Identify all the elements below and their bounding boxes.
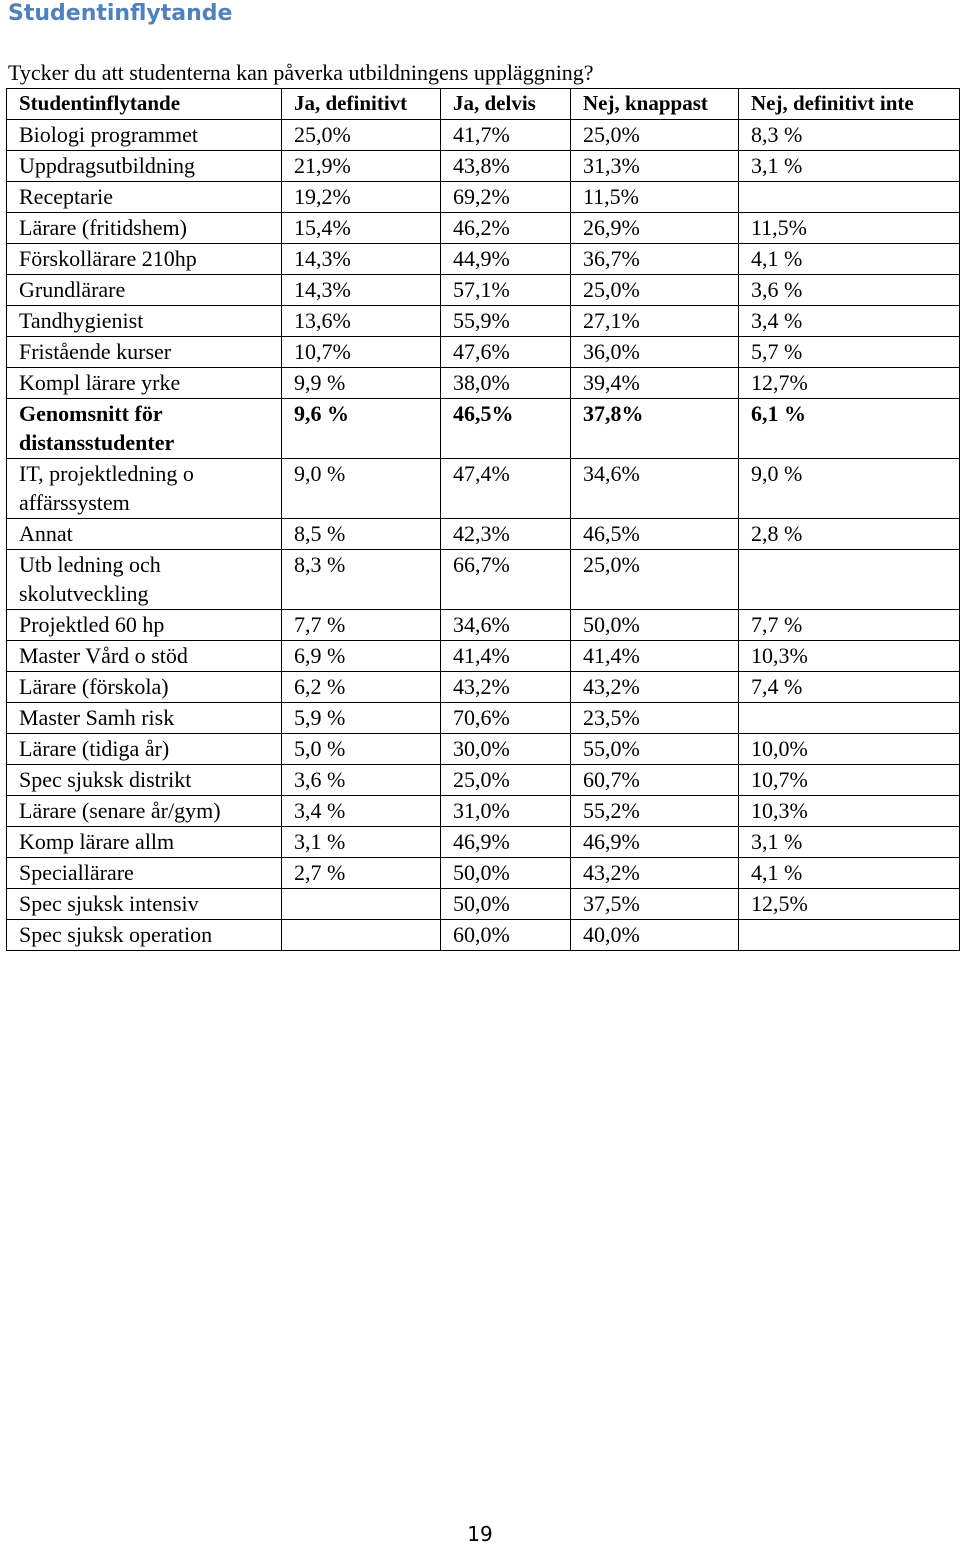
no-hardly-cell: 55,2% [571,796,739,827]
table-row [7,734,960,765]
yes-partly-cell: 55,9% [441,306,571,337]
no-definitely-not-cell [739,703,960,734]
yes-partly-cell: 46,9% [441,827,571,858]
no-hardly-cell: 60,7% [571,765,739,796]
no-definitely-not-cell [739,182,960,213]
table-body [7,120,960,951]
table-row [7,765,960,796]
program-name-cell: Lärare (fritidshem) [7,213,282,244]
no-definitely-not-cell: 3,6 % [739,275,960,306]
yes-definitely-cell: 10,7% [282,337,441,368]
program-name-cell: Lärare (förskola) [7,672,282,703]
table-row [7,182,960,213]
no-definitely-not-cell: 10,3% [739,796,960,827]
table-row [7,151,960,182]
yes-definitely-cell: 9,6 % [282,399,441,459]
no-definitely-not-cell: 4,1 % [739,244,960,275]
yes-partly-cell: 38,0% [441,368,571,399]
section-heading: Studentinflytande [8,1,233,26]
program-name-cell: Uppdragsutbildning [7,151,282,182]
yes-definitely-cell: 21,9% [282,151,441,182]
table-row [7,120,960,151]
no-hardly-cell: 46,5% [571,519,739,550]
program-name-cell: Tandhygienist [7,306,282,337]
no-hardly-cell: 25,0% [571,550,739,610]
no-definitely-not-cell: 12,7% [739,368,960,399]
program-name-cell: Spec sjuksk distrikt [7,765,282,796]
program-name-cell: Kompl lärare yrke [7,368,282,399]
table-row [7,244,960,275]
yes-partly-cell: 43,2% [441,672,571,703]
no-definitely-not-cell: 5,7 % [739,337,960,368]
no-hardly-cell: 25,0% [571,120,739,151]
table-row [7,337,960,368]
program-name-cell: Fristående kurser [7,337,282,368]
table-row [7,858,960,889]
table-row [7,550,960,610]
program-name-cell: Speciallärare [7,858,282,889]
program-name-cell: Förskollärare 210hp [7,244,282,275]
yes-definitely-cell: 2,7 % [282,858,441,889]
table-row [7,889,960,920]
yes-partly-cell: 47,6% [441,337,571,368]
table-row [7,672,960,703]
yes-definitely-cell: 9,9 % [282,368,441,399]
no-hardly-cell: 41,4% [571,641,739,672]
no-hardly-cell: 23,5% [571,703,739,734]
no-hardly-cell: 50,0% [571,610,739,641]
yes-definitely-cell: 8,5 % [282,519,441,550]
no-definitely-not-cell: 12,5% [739,889,960,920]
program-name-cell: Projektled 60 hp [7,610,282,641]
no-hardly-cell: 43,2% [571,858,739,889]
no-hardly-cell: 37,5% [571,889,739,920]
program-name-cell: Receptarie [7,182,282,213]
no-hardly-cell: 37,8% [571,399,739,459]
yes-partly-cell: 66,7% [441,550,571,610]
yes-definitely-cell: 6,2 % [282,672,441,703]
no-definitely-not-cell [739,550,960,610]
table-row [7,399,960,459]
header-cell-yes-partly: Ja, delvis [441,89,571,120]
header-cell-program: Studentinflytande [7,89,282,120]
yes-partly-cell: 42,3% [441,519,571,550]
yes-partly-cell: 31,0% [441,796,571,827]
yes-definitely-cell: 14,3% [282,244,441,275]
no-hardly-cell: 36,7% [571,244,739,275]
program-name-cell: Lärare (tidiga år) [7,734,282,765]
program-name-cell: IT, projektledning o affärssystem [7,459,282,519]
results-table [6,88,960,951]
program-name-cell: Utb ledning och skolutveckling [7,550,282,610]
yes-definitely-cell: 13,6% [282,306,441,337]
header-cell-no-hardly: Nej, knappast [571,89,739,120]
yes-partly-cell: 25,0% [441,765,571,796]
no-definitely-not-cell: 3,4 % [739,306,960,337]
yes-partly-cell: 50,0% [441,889,571,920]
yes-partly-cell: 50,0% [441,858,571,889]
no-definitely-not-cell: 3,1 % [739,151,960,182]
yes-definitely-cell: 5,0 % [282,734,441,765]
yes-definitely-cell [282,920,441,951]
no-definitely-not-cell [739,920,960,951]
yes-definitely-cell: 8,3 % [282,550,441,610]
yes-partly-cell: 43,8% [441,151,571,182]
table-row [7,213,960,244]
yes-definitely-cell [282,889,441,920]
table-row [7,641,960,672]
no-hardly-cell: 46,9% [571,827,739,858]
no-hardly-cell: 40,0% [571,920,739,951]
no-hardly-cell: 26,9% [571,213,739,244]
no-definitely-not-cell: 8,3 % [739,120,960,151]
yes-partly-cell: 60,0% [441,920,571,951]
yes-definitely-cell: 9,0 % [282,459,441,519]
yes-definitely-cell: 5,9 % [282,703,441,734]
yes-definitely-cell: 7,7 % [282,610,441,641]
yes-partly-cell: 41,4% [441,641,571,672]
table-row [7,368,960,399]
yes-partly-cell: 47,4% [441,459,571,519]
program-name-cell: Biologi programmet [7,120,282,151]
header-cell-no-definitely-not: Nej, definitivt inte [739,89,960,120]
yes-definitely-cell: 14,3% [282,275,441,306]
no-hardly-cell: 27,1% [571,306,739,337]
yes-definitely-cell: 25,0% [282,120,441,151]
yes-definitely-cell: 6,9 % [282,641,441,672]
yes-partly-cell: 44,9% [441,244,571,275]
yes-definitely-cell: 19,2% [282,182,441,213]
no-definitely-not-cell: 10,0% [739,734,960,765]
no-hardly-cell: 55,0% [571,734,739,765]
no-definitely-not-cell: 3,1 % [739,827,960,858]
table-row [7,827,960,858]
program-name-cell: Spec sjuksk intensiv [7,889,282,920]
no-hardly-cell: 25,0% [571,275,739,306]
program-name-cell: Master Samh risk [7,703,282,734]
yes-definitely-cell: 15,4% [282,213,441,244]
table-header-row [7,89,960,120]
yes-partly-cell: 46,5% [441,399,571,459]
program-name-cell: Grundlärare [7,275,282,306]
page-number: 19 [467,1522,493,1546]
header-cell-yes-definitely: Ja, definitivt [282,89,441,120]
no-definitely-not-cell: 4,1 % [739,858,960,889]
no-definitely-not-cell: 7,7 % [739,610,960,641]
yes-partly-cell: 30,0% [441,734,571,765]
yes-definitely-cell: 3,4 % [282,796,441,827]
no-hardly-cell: 43,2% [571,672,739,703]
program-name-cell: Annat [7,519,282,550]
yes-partly-cell: 34,6% [441,610,571,641]
program-name-cell: Komp lärare allm [7,827,282,858]
program-name-cell: Lärare (senare år/gym) [7,796,282,827]
no-definitely-not-cell: 10,3% [739,641,960,672]
no-hardly-cell: 31,3% [571,151,739,182]
no-definitely-not-cell: 11,5% [739,213,960,244]
no-hardly-cell: 11,5% [571,182,739,213]
table-row [7,920,960,951]
yes-partly-cell: 46,2% [441,213,571,244]
no-definitely-not-cell: 6,1 % [739,399,960,459]
yes-definitely-cell: 3,6 % [282,765,441,796]
survey-question: Tycker du att studenterna kan påverka utbildningens uppläggning? [8,60,594,85]
no-hardly-cell: 34,6% [571,459,739,519]
no-hardly-cell: 36,0% [571,337,739,368]
yes-partly-cell: 41,7% [441,120,571,151]
no-definitely-not-cell: 10,7% [739,765,960,796]
program-name-cell: Spec sjuksk operation [7,920,282,951]
no-definitely-not-cell: 9,0 % [739,459,960,519]
table-row [7,610,960,641]
table-row [7,519,960,550]
no-definitely-not-cell: 7,4 % [739,672,960,703]
yes-partly-cell: 69,2% [441,182,571,213]
no-hardly-cell: 39,4% [571,368,739,399]
program-name-cell: Genomsnitt för distansstudenter [7,399,282,459]
yes-partly-cell: 70,6% [441,703,571,734]
table-row [7,703,960,734]
table-row [7,796,960,827]
table-row [7,459,960,519]
program-name-cell: Master Vård o stöd [7,641,282,672]
table-row [7,306,960,337]
yes-partly-cell: 57,1% [441,275,571,306]
table-row [7,275,960,306]
yes-definitely-cell: 3,1 % [282,827,441,858]
no-definitely-not-cell: 2,8 % [739,519,960,550]
